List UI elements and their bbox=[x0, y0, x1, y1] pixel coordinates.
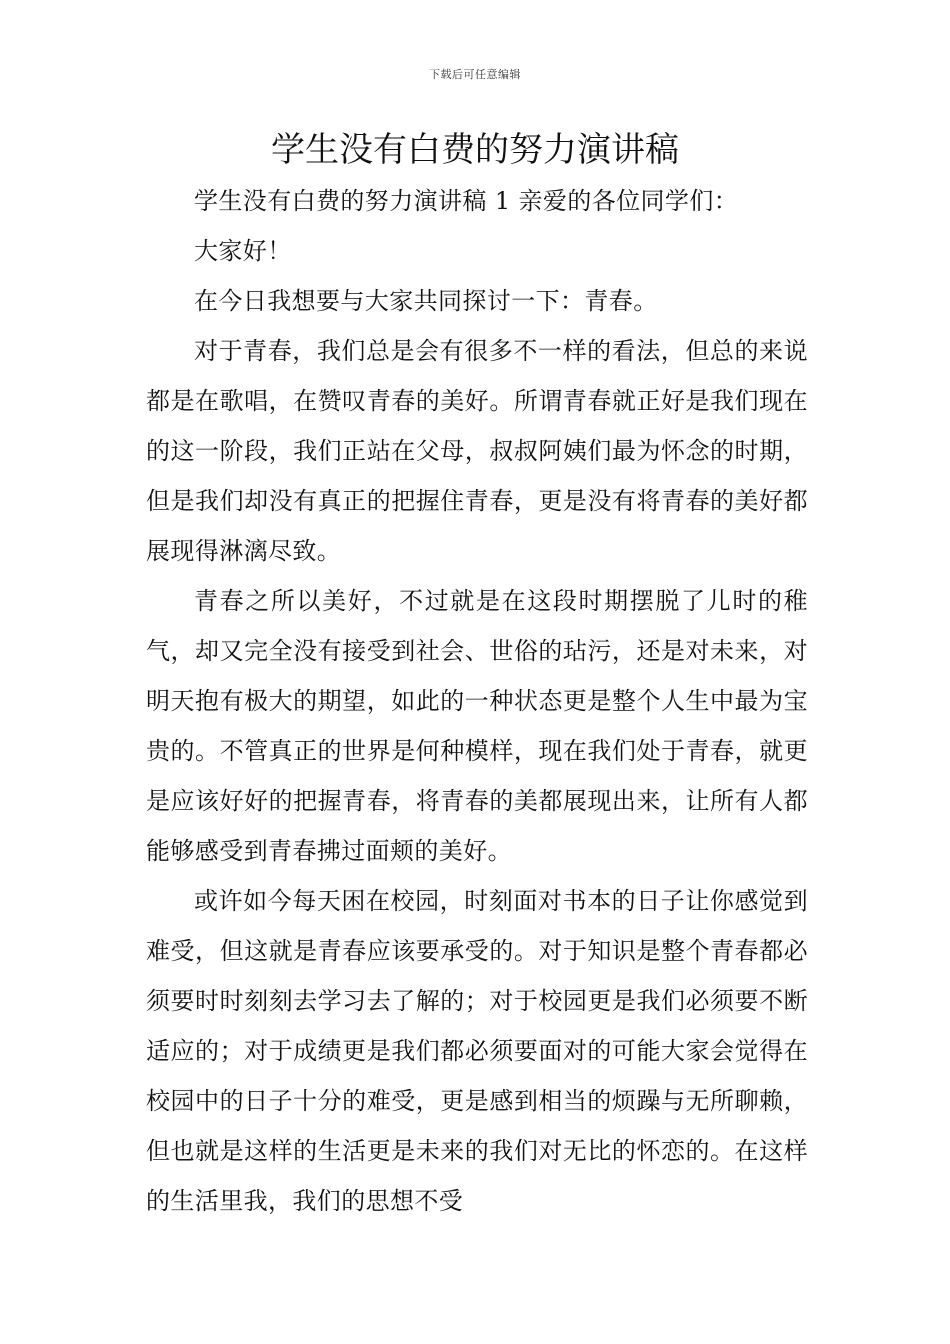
paragraph-greeting-line: 学生没有白费的努力演讲稿 1 亲爱的各位同学们： bbox=[194, 187, 739, 215]
page-header-note: 下载后可任意编辑 bbox=[429, 68, 521, 81]
paragraph-body-3: 或许如今每天困在校园，时刻面对书本的日子让你感觉到难受，但这就是青春应该要承受的。对于知识是整个青春都必须要时时刻刻去学习去了解的；对于校园更是我们必须要不断适应的；对于成绩更是我们都必须要面对的可能大家会觉得在校园中的日子十分的难受，更是感到相当的烦躁与无所聊赖，但也就是这样的生活更是未来的我们对无比的怀恋的。在这样的生活里我，我们的思想不受 bbox=[146, 887, 808, 1215]
document-title: 学生没有白费的努力演讲稿 bbox=[271, 130, 679, 170]
paragraph-body-2: 青春之所以美好，不过就是在这段时期摆脱了儿时的稚气，却又完全没有接受到社会、世俗的玷污，还是对未来，对明天抱有极大的期望，如此的一种状态更是整个人生中最为宝贵的。不管真正的世界是何种模样，现在我们处于青春，就更是应该好好的把握青春，将青春的美都展现出来，让所有人都能够感受到青春拂过面颊的美好。 bbox=[146, 587, 808, 865]
document-body bbox=[146, 176, 808, 1226]
paragraph-hello: 大家好！ bbox=[194, 237, 292, 265]
paragraph-body-1: 对于青春，我们总是会有很多不一样的看法，但总的来说都是在歌唱，在赞叹青春的美好。所谓青春就正好是我们现在的这一阶段，我们正站在父母，叔叔阿姨们最为怀念的时期，但是我们却没有真正的把握住青春，更是没有将青春的美好都展现得淋漓尽致。 bbox=[146, 337, 808, 565]
paragraph-topic: 在今日我想要与大家共同探讨一下：青春。 bbox=[194, 287, 658, 315]
